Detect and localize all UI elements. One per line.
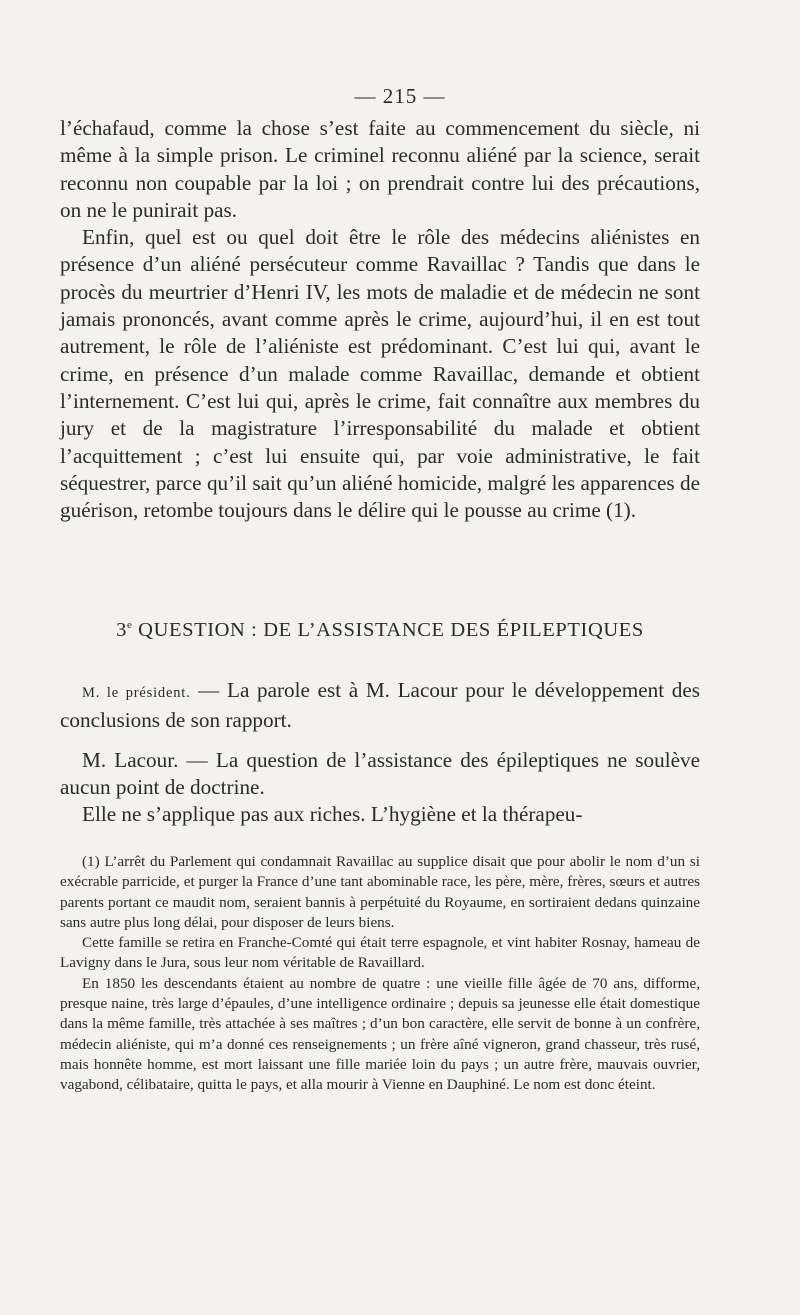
footnote-1: (1) L’arrêt du Parlement qui condamnait Ravaillac au supplice disait que pour abolir le nom d’un si exécrable parricide, et purger la France d’une tant abominable race, les père, mère, frères, sœurs et autres parents portant ce maudit nom, seraient bannis à perpétuité du Royaume, en sortiraient dedans quinzaine sans autre plus long délai, pour disposer de leurs biens.	[60, 853, 700, 931]
heading-ordinal: e	[126, 619, 133, 632]
heading-number: 3	[116, 619, 127, 641]
speech-president	[60, 677, 700, 735]
heading-text: QUESTION : DE L’ASSISTANCE DES ÉPILEPTIQUES	[132, 619, 644, 641]
speech-lacour	[60, 747, 700, 802]
footnote-1-para-2: Cette famille se retira en Franche-Comté qui était terre espagnole, et vint habiter Rosnay, hameau de Lavigny dans le Jura, sous leur nom véritable de Ravaillard.	[60, 934, 700, 972]
speech-lacour-continued: Elle ne s’applique pas aux riches. L’hygiène et la thérapeu-	[82, 802, 583, 827]
footnote-1-para-3: En 1850 les descendants étaient au nombre de quatre : une vieille fille âgée de 70 ans, difforme, presque naine, très large d’épaules, d’une intelligence ordinaire ; depuis sa jeunesse elle était domestique dans la même famille, très attachée à ses maîtres ; d’un bon caractère, elle servit de bonne à un confrère, médecin aliéniste, qui m’a donné ces renseignements ; un frère aîné vigneron, grand chasseur, très rusé, mais honnête homme, est mort laissant une fille mariée loin du pays ; un autre frère, mauvais ouvrier, vagabond, célibataire, quitta le pays, et alla mourir à Vienne en Dauphiné. Le nom est donc éteint.	[60, 974, 700, 1094]
speaker-president: M. le président.	[82, 685, 191, 701]
page-number: — 215 —	[354, 84, 446, 108]
section-heading	[60, 619, 700, 642]
footnotes	[60, 852, 700, 1096]
paragraph-continuation: l’échafaud, comme la chose s’est faite au commencement du siècle, ni même à la simple prison. Le criminel reconnu aliéné par la science, serait reconnu non coupable par la loi ; on prendrait contre lui des précautions, on ne le punirait pas.	[60, 116, 700, 222]
main-text	[60, 115, 700, 524]
speaker-lacour: M. Lacour.	[82, 747, 179, 772]
paragraph-role-of-alienists: Enfin, quel est ou quel doit être le rôle des médecins aliénistes en présence d’un aliéné persécuteur comme Ravaillac ? Tandis que dans le procès du meurtrier d’Henri IV, les mots de maladie et de médecin ne sont jamais prononcés, avant comme après le crime, aujourd’hui, il en est tout autrement, le rôle de l’aliéniste est prédominant. C’est lui qui, avant le crime, en présence d’un malade comme Ravaillac, demande et obtient l’internement. C’est lui qui, après le crime, fait connaître aux membres du jury et de la magistrature l’irresponsabilité du malade et obtient l’acquittement ; c’est lui ensuite qui, par voie administrative, le fait séquestrer, parce qu’il sait qu’un aliéné homicide, malgré les apparences de guérison, retombe toujours dans le délire qui le pousse au crime (1).	[60, 225, 700, 523]
speech-president-text: — La parole est à M. Lacour pour le développement des conclusions de son rapport.	[60, 678, 700, 733]
debate-transcript	[60, 677, 700, 840]
speech-lacour-text: — La question de l’assistance des épileptiques ne soulève aucun point de doctrine.	[60, 747, 700, 799]
